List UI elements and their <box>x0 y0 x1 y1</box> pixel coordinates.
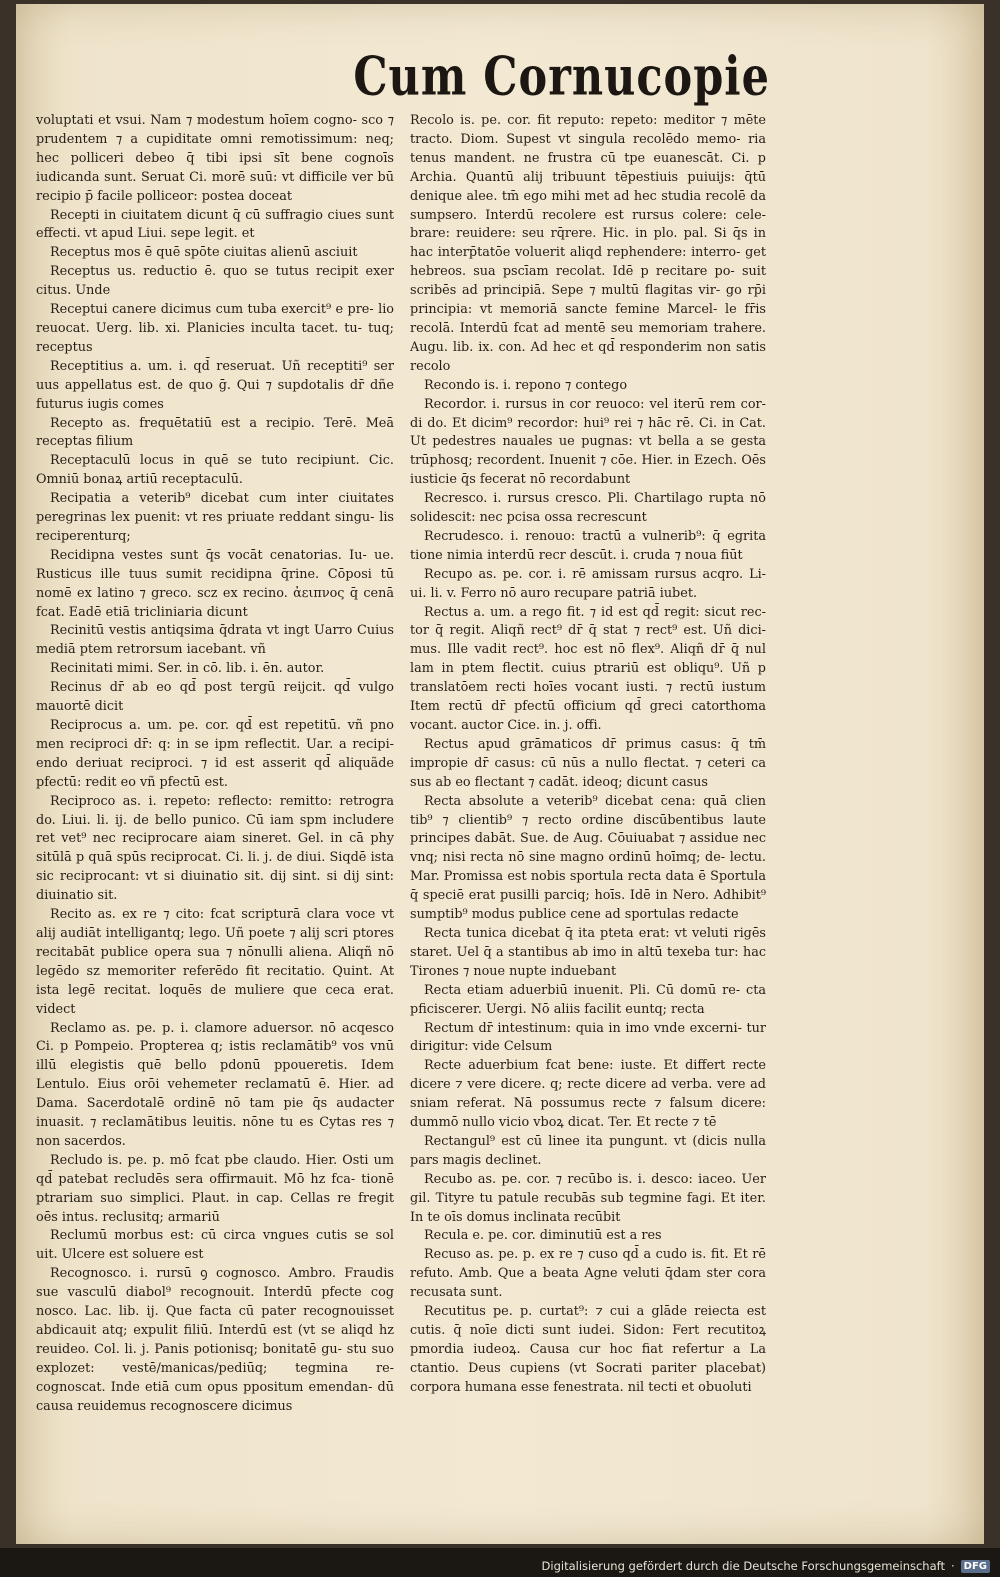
digitization-credit: Digitalisierung gefördert durch die Deutsche Forschungsgemeinschaft · DFG <box>542 1559 990 1573</box>
lexicon-entry: Recolo is. pe. cor. fit reputo: repeto: meditor ⁊ mēte tracto. Diom. Supest vt singula recolēdo memo‑ ria tenus mandent. ne frustra cū tpe euanescāt. Ci. p Archia. Quantū alij tribuunt tēpestiuis puiuijs: q̄tū denique alee. tm̄ ego mihi met ad hec studia recolē da sumpsero. Interdū recolere est rursus colere: cele‑ brare: reuidere: seu rq̄rere. Hic. in plo. pal. Si q̄s in hac interp̄tatōe voluerit aliqd rephendere: interro‑ get hebreos. sua pscīam recolat. Idē p recitare po‑ suit scribēs ad principiā. Sepe ⁊ multū flagitas vir‑ go rp̄i principia: vt memoriā sancte femine Marcel‑ le fr̄is recolā. Interdū fcat ad mentē seu memoriam trahere. Augu. lib. ix. con. Ad hec et qd̄ responderim non satis recolo <box>410 113 766 374</box>
lexicon-entry: Recludo is. pe. p. mō fcat pbe claudo. Hier. Osti um qd̄ patebat recludēs sera offirmauit. Mō hz fca‑ tionē ptrariam suo simplici. Plaut. in cap. Cellas re fregit oēs intus. reclusitq; armariū <box>36 1152 394 1225</box>
right-text-column <box>410 112 766 1398</box>
lexicon-entry: Recta absolute a veterib⁹ dicebat cena: quā clien tib⁹ ⁊ clientib⁹ ⁊ recto ordine discūbentibus laute principes dabāt. Sue. de Aug. Cōuiuabat ⁊ assidue nec vnq; nisi recta nō sine magno ordinū hoīmq; de‑ lectu. Mar. Promissa est nobis sportula recta data ē Sportula q̄ speciē erat pusilli parciq; hoīs. Idē in Nero. Adhibit⁹ sumptib⁹ modus publice cene ad sportulas redacte <box>410 793 766 923</box>
page-header <box>16 45 984 109</box>
lexicon-entry: Recuso as. pe. p. ex re ⁊ cuso qd̄ a cudo is. fit. Et rē refuto. Amb. Que a beata Agne veluti q̄dam ster cora recusata sunt. <box>410 1247 766 1301</box>
lexicon-entry: Recito as. ex re ⁊ cito: fcat scripturā clara voce vt alij audiāt intelligantq; lego. Uñ poete ⁊ alij scri ptores recitabāt publice opera sua ⁊ nōnulli aliena. Aliqñ nō legēdo sz memoriter referēdo fit recitatio. Quint. At ista legē recitat. loquēs de muliere que ceca erat. videct <box>36 907 394 1017</box>
lexicon-entry: Rectus a. um. a rego fit. ⁊ id est qd̄ regit: sicut rec‑ tor q̄ regit. Aliqñ rect⁹ dr̄ q̄ stat ⁊ rect⁹ est. Uñ dici‑ mus. Ille vadit rect⁹. hoc est nō flex⁹. Aliqñ dr̄ q̄ nul lam in ptem flectit. cuius ptrariū est obliqu⁹. Uñ p translatōem recti hoīes vocant iusti. ⁊ rectū iustum Item rectū dr̄ pfectū officium qd̄ greci catorthoma vocant. auctor Cice. in. j. offi. <box>410 604 766 733</box>
lexicon-entry: Rectum dr̄ intestinum: quia in imo vnde excerni‑ tur dirigitur: vide Celsum <box>410 1020 766 1055</box>
dfg-logo: DFG <box>961 1560 990 1573</box>
book-page <box>16 4 984 1544</box>
left-text-column <box>36 112 394 1417</box>
lexicon-entry: Recrudesco. i. renouo: tractū a vulnerib⁹: q̄ egrita tione nimia interdū recr descūt. i. cruda ⁊ noua fiūt <box>410 528 766 563</box>
lexicon-entry: Recta tunica dicebat q̄ ita pteta erat: vt veluti rigēs staret. Uel q̄ a stantibus ab imo in altū texeba tur: hac Tirones ⁊ noue nupte induebant <box>410 925 766 979</box>
lexicon-entry: Recresco. i. rursus cresco. Pli. Chartilago rupta nō solidescit: nec pcisa ossa recrescunt <box>410 491 766 526</box>
lexicon-entry: Recordor. i. rursus in cor reuoco: vel iterū rem cor‑ di do. Et dicim⁹ recordor: hui⁹ rei ⁊ hāc rē. Ci. in Cat. Ut pedestres nauales ue pugnas: vt bella a se gesta trūphosq; recordent. Inuenit ⁊ cōe. Hier. in Ezech. Oēs iusticie q̄s fecerat nō recordabunt <box>410 396 766 488</box>
lexicon-entry: Recupo as. pe. cor. i. rē amissam rursus acqro. Li‑ ui. li. v. Ferro nō auro recupare patriā iubet. <box>410 566 766 601</box>
lexicon-entry: Rectangul⁹ est cū linee ita pungunt. vt (dicis nulla pars magis declinet. <box>410 1133 766 1168</box>
lexicon-entry: voluptati et vsui. Nam ⁊ modestum hoīem cogno‑ sco ⁊ prudentem ⁊ a cupiditate omni remotissimum: neq; hec polliceri debeo q̄ tibi ipsi sīt bene cognoīs iudicanda sunt. Seruat Ci. morē suū: vt difficile ver bū recipio p̄ facile polliceor: postea doceat <box>36 113 394 204</box>
lexicon-entry: Recepti in ciuitatem dicunt q̄ cū suffragio ciues sunt effecti. vt apud Liui. sepe legit. et <box>36 207 394 242</box>
lexicon-entry: Receptaculū locus in quē se tuto recipiunt. Cic. Omniū bonaꝝ artiū receptaculū. <box>36 453 394 488</box>
lexicon-entry: Receptui canere dicimus cum tuba exercit⁹ e pre‑ lio reuocat. Uerg. lib. xi. Planicies inculta tacet. tu‑ tuq; receptus <box>36 302 394 355</box>
lexicon-entry: Recepto as. frequētatiū est a recipio. Terē. Meā receptas filium <box>36 415 394 450</box>
lexicon-entry: Recula e. pe. cor. diminutiū est a res <box>424 1228 662 1244</box>
credit-text: Digitalisierung gefördert durch die Deutsche Forschungsgemeinschaft <box>541 1559 945 1573</box>
running-title: Cum Cornucopie <box>353 45 770 109</box>
lexicon-entry: Receptitius a. um. i. qd̄ reseruat. Uñ receptiti⁹ ser uus appellatus est. de quo ḡ. Qui ⁊ supdotalis dr̄ dñe futurus iugis comes <box>36 358 394 412</box>
lexicon-entry: Recidipna vestes sunt q̄s vocāt cenatorias. Iu‑ ue. Rusticus ille tuus sumit recidipna q̄rine. Cōposi tū nomē ex latino ⁊ greco. scz ex recino. ἀειπνος q̄ cenā fcat. Eadē etiā tricliniaria dicunt <box>36 547 394 620</box>
lexicon-entry: Recutitus pe. p. curtat⁹: ⁊ cui a glāde reiecta est cutis. q̄ noīe dicti sunt iudei. Sidon: Fert recutitoꝝ pmordia iudeoꝝ. Causa cur hoc fiat refertur a La ctantio. Deus cupiens (vt Socrati pariter placebat) corpora humana esse fenestrata. nil tecti et obuoluti <box>410 1304 766 1395</box>
lexicon-entry: Recipatia a veterib⁹ dicebat cum inter ciuitates peregrinas lex puenit: vt res priuate reddant singu‑ lis reciperenturq; <box>36 491 394 544</box>
lexicon-entry: Recinitati mimi. Ser. in cō. lib. i. ēn. autor. <box>50 661 325 677</box>
lexicon-entry: Reclumū morbus est: cū circa vngues cutis se sol uit. Ulcere est soluere est <box>36 1228 394 1263</box>
lexicon-entry: Recta etiam aduerbiū inuenit. Pli. Cū domū re‑ cta pficiscerer. Uergi. Nō aliis facilit euntq; recta <box>410 982 766 1017</box>
lexicon-entry: Reciproco as. i. repeto: reflecto: remitto: retrogra do. Liui. li. ij. de bello punico. Cū iam spm includere ret vet⁹ nec reciprocare aiam sineret. Gel. in cā phy sitūlā p quā spūs reciprocat. Ci. li. j. de diui. Siqdē ista sic reciprocant: vt si diuinatio sit. dij sint. si dij sint: diuinatio sit. <box>36 793 394 904</box>
lexicon-entry: Recinus dr̄ ab eo qd̄ post tergū reijcit. qd̄ vulgo mauortē dicit <box>36 680 394 715</box>
lexicon-entry: Recte aduerbium fcat bene: iuste. Et differt recte dicere ⁊ vere dicere. q; recte dicere ad verba. vere ad sniam referat. Nā possumus recte ⁊ falsum dicere: dummō nullo vicio vboꝝ dicat. Ter. Et recte ⁊ tē <box>410 1058 766 1131</box>
lexicon-entry: Rectus apud grāmaticos dr̄ primus casus: q̄ tm̄ impropie dr̄ casus: cū nūs a nullo flectat. ⁊ ceteri ca sus ab eo flectant ⁊ cadāt. ideoq; dicunt casus <box>410 736 766 790</box>
lexicon-entry: Recondo is. i. repono ⁊ contego <box>424 377 628 393</box>
lexicon-entry: Reclamo as. pe. p. i. clamore aduersor. nō acqesco Ci. p Pompeio. Propterea q; istis reclamātib⁹ vos vnū illū elegistis quē bello pdonū ppoueretis. Idem Lentulo. Eius orōi vehemeter reclamatū ē. Hier. ad Dama. Sacerdotalē ordinē nō tam pie q̄s audacter inuasit. ⁊ reclamātibus leuitis. nōne tu es Cytas res ⁊ non sacerdos. <box>36 1020 394 1149</box>
lexicon-entry: Receptus mos ē quē spōte ciuitas alienū asciuit <box>50 245 358 261</box>
lexicon-entry: Receptus us. reductio ē. quo se tutus recipit exer citus. Unde <box>36 264 394 299</box>
lexicon-entry: Recubo as. pe. cor. ⁊ recūbo is. i. desco: iaceo. Uer gil. Tityre tu patule recubās sub tegmine fagi. Et iter. In te oīs domus inclinata recūbit <box>410 1171 766 1225</box>
lexicon-entry: Reciprocus a. um. pe. cor. qd̄ est repetitū. vñ pno men reciproci dr̄: q: in se ipm reflectit. Uar. a recipi‑ endo deriuat reciproci. ⁊ id est asserit qd̄ aliquãde pfectū: redit eo vñ pfectū est. <box>36 718 394 790</box>
lexicon-entry: Recinitū vestis antiqsima q̄drata vt ingt Uarro Cuius mediā ptem retrorsum iacebant. vñ <box>36 623 394 658</box>
lexicon-entry: Recognosco. i. rursū ꝯ cognosco. Ambro. Fraudis sue vasculū diabol⁹ recognouit. Interdū pfecte cog nosco. Lac. lib. ij. Que facta cū pater recognouisset abdicauit atq; expulit filiū. Interdū est (vt se aliqd hz reuideo. Col. li. j. Panis potionisq; bonitatē gu‑ stu suo explozet: vestē/manicas/pediūq; tegmina re‑ cognoscat. Inde etiā cum opus ppositum emendan‑ dū causa reuidemus recognoscere dicimus <box>36 1266 394 1414</box>
